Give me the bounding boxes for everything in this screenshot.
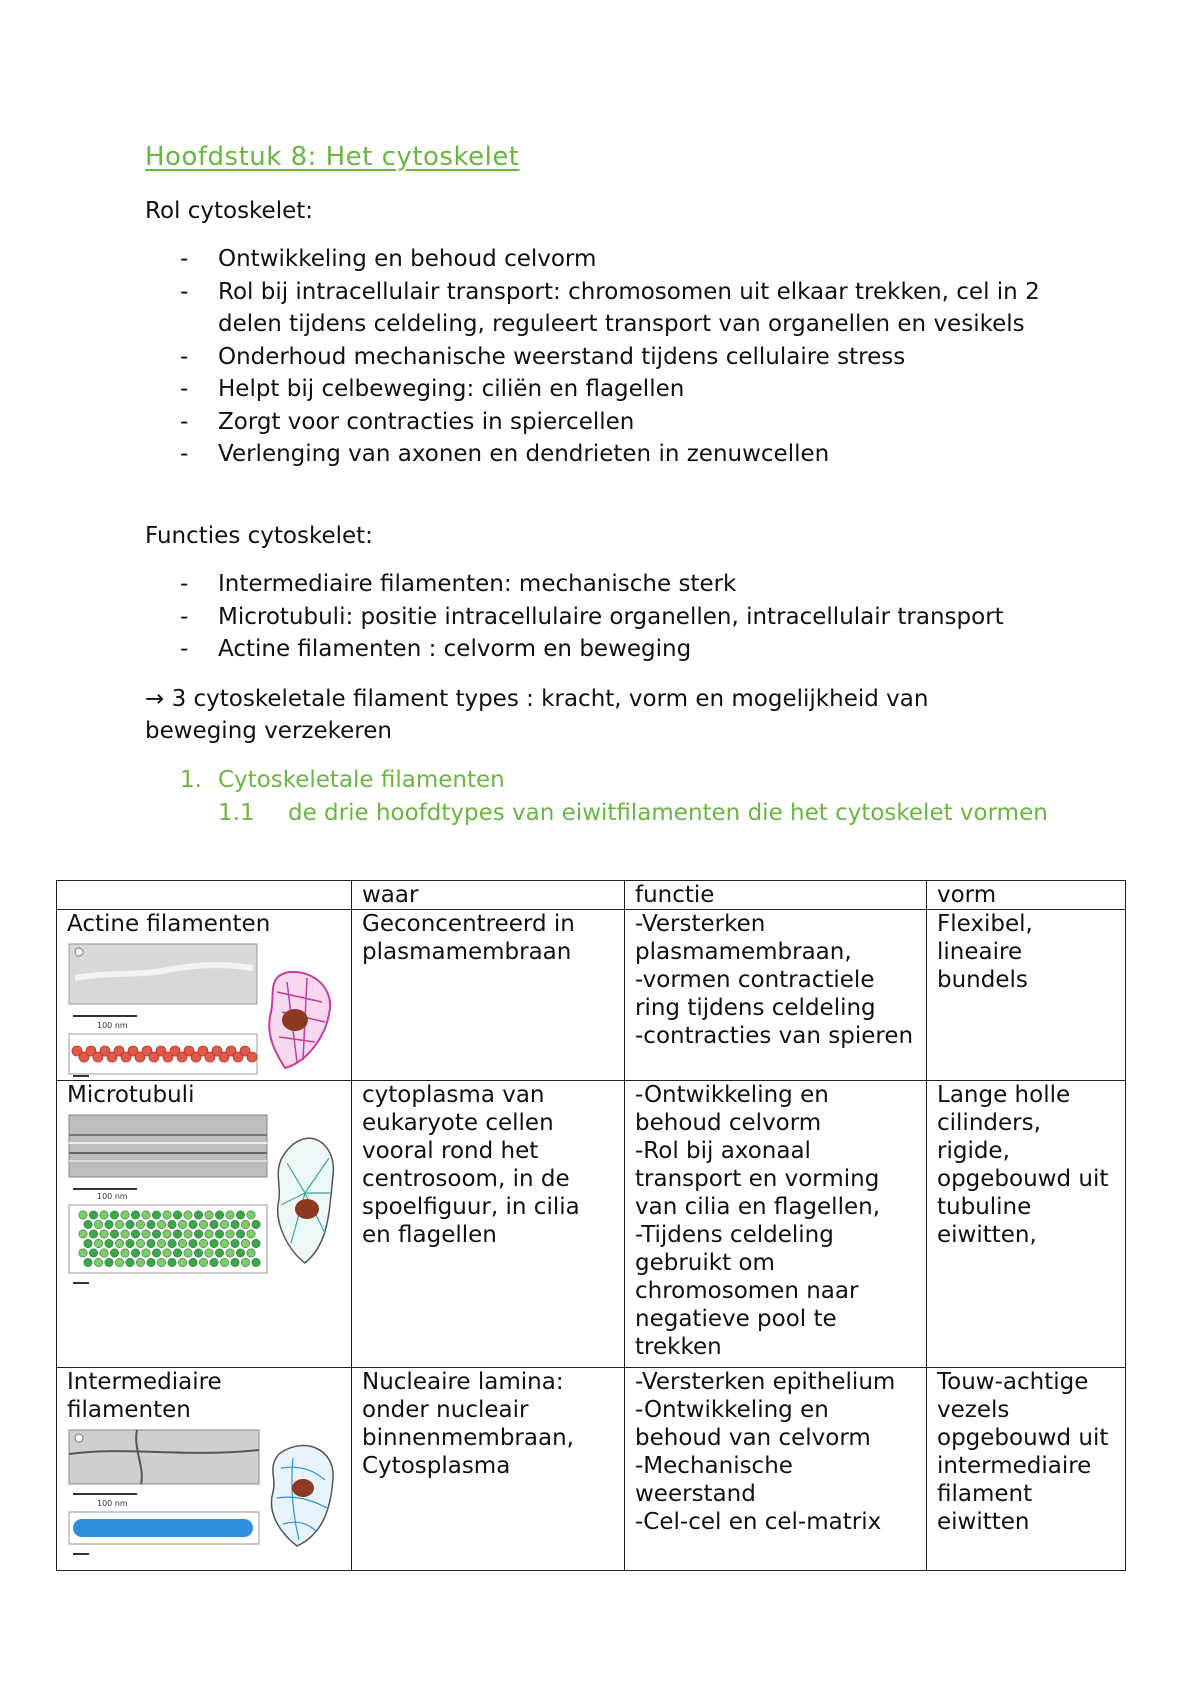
tubulin-subunit: [215, 1211, 223, 1219]
row-waar-cell: Geconcentreerd in plasmamembraan: [352, 910, 625, 1081]
tubulin-subunit: [131, 1249, 139, 1257]
tubulin-subunit: [84, 1239, 92, 1247]
tubulin-subunit: [189, 1220, 197, 1228]
tubulin-subunit: [157, 1220, 165, 1228]
actin-bead: [247, 1052, 257, 1062]
tubulin-subunit: [131, 1211, 139, 1219]
tubulin-subunit: [142, 1211, 150, 1219]
tubulin-subunit: [163, 1230, 171, 1238]
row-name: Intermediaire filamenten: [67, 1369, 222, 1423]
tubulin-subunit: [115, 1258, 123, 1266]
tubulin-subunit: [205, 1249, 213, 1257]
tubulin-subunit: [205, 1211, 213, 1219]
table-row: [57, 1368, 1126, 1571]
tubulin-subunit: [252, 1239, 260, 1247]
tubulin-subunit: [220, 1220, 228, 1228]
tubulin-subunit: [100, 1211, 108, 1219]
scale-label-top: 100 nm: [97, 1499, 128, 1508]
tubulin-subunit: [121, 1211, 129, 1219]
tubulin-subunit: [215, 1249, 223, 1257]
list-item: - Verlenging van axonen en dendrieten in zenuwcellen: [180, 441, 830, 467]
tubulin-subunit: [89, 1211, 97, 1219]
tubulin-subunit: [89, 1230, 97, 1238]
rol-list: [180, 243, 1080, 471]
tubulin-subunit: [136, 1239, 144, 1247]
tubulin-subunit: [94, 1239, 102, 1247]
row-waar-cell: cytoplasma van eukaryote cellen vooral rond het centrosoom, in de spoelfiguur, in cilia en flagellen: [352, 1081, 625, 1368]
row-name-cell: [57, 1368, 352, 1571]
tubulin-subunit: [241, 1239, 249, 1247]
tubulin-subunit: [163, 1211, 171, 1219]
tubulin-subunit: [79, 1211, 87, 1219]
tubulin-subunit: [173, 1249, 181, 1257]
tubulin-subunit: [178, 1258, 186, 1266]
row-name-cell: [57, 910, 352, 1081]
tubulin-subunit: [105, 1220, 113, 1228]
tubulin-subunit: [110, 1230, 118, 1238]
table-header-row: [57, 881, 1126, 910]
tubulin-subunit: [105, 1239, 113, 1247]
page-title: Hoofdstuk 8: Het cytoskelet: [145, 142, 520, 172]
tubulin-subunit: [157, 1239, 165, 1247]
section-1-heading: Cytoskeletale filamenten: [218, 767, 505, 793]
scale-label-top: 100 nm: [97, 1192, 128, 1201]
tubulin-subunit: [142, 1230, 150, 1238]
section-1-1-number: 1.1: [218, 800, 255, 826]
tubulin-subunit: [157, 1258, 165, 1266]
list-item: - Actine filamenten : celvorm en beweging: [180, 636, 692, 662]
tubulin-subunit: [163, 1249, 171, 1257]
tubulin-subunit: [194, 1249, 202, 1257]
tubulin-subunit: [126, 1258, 134, 1266]
row-name: Microtubuli: [67, 1082, 195, 1108]
tubulin-subunit: [247, 1249, 255, 1257]
microtubule-figure: [67, 1113, 337, 1288]
tubulin-subunit: [226, 1211, 234, 1219]
tubulin-subunit: [178, 1220, 186, 1228]
tubulin-subunit: [210, 1258, 218, 1266]
row-waar-cell: Nucleaire lamina: onder nucleair binnenmembraan, Cytosplasma: [352, 1368, 625, 1571]
table-row: [57, 1081, 1126, 1368]
tubulin-subunit: [89, 1249, 97, 1257]
tubulin-subunit: [226, 1249, 234, 1257]
functies-list: [180, 568, 1080, 666]
tubulin-subunit: [94, 1220, 102, 1228]
tubulin-subunit: [220, 1258, 228, 1266]
table-header-cell: vorm: [927, 881, 1126, 910]
table-header-cell: functie: [625, 881, 927, 910]
tubulin-subunit: [247, 1230, 255, 1238]
row-vorm-cell: Touw-achtige vezels opgebouwd uit intermediaire filament eiwitten: [927, 1368, 1126, 1571]
row-vorm-cell: Flexibel, lineaire bundels: [927, 910, 1126, 1081]
rol-heading: Rol cytoskelet:: [145, 198, 314, 224]
row-name-cell: [57, 1081, 352, 1368]
table-header-cell: waar: [352, 881, 625, 910]
tubulin-subunit: [126, 1220, 134, 1228]
tubulin-subunit: [84, 1220, 92, 1228]
tubulin-subunit: [215, 1230, 223, 1238]
tubulin-subunit: [121, 1249, 129, 1257]
tubulin-subunit: [173, 1230, 181, 1238]
tubulin-subunit: [79, 1230, 87, 1238]
functies-heading: Functies cytoskelet:: [145, 523, 373, 549]
tubulin-subunit: [194, 1230, 202, 1238]
tubulin-subunit: [252, 1220, 260, 1228]
tubulin-subunit: [168, 1239, 176, 1247]
tubulin-subunit: [231, 1220, 239, 1228]
tubulin-subunit: [136, 1258, 144, 1266]
tubulin-subunit: [168, 1258, 176, 1266]
tubulin-subunit: [110, 1211, 118, 1219]
section-1-number: 1.: [180, 767, 202, 793]
tubulin-subunit: [231, 1258, 239, 1266]
tubulin-subunit: [199, 1258, 207, 1266]
arrow-note: → 3 cytoskeletale filament types : kracht, vorm en mogelijkheid van beweging verzekeren: [145, 686, 929, 744]
tubulin-subunit: [147, 1258, 155, 1266]
tubulin-subunit: [168, 1220, 176, 1228]
tubulin-subunit: [115, 1239, 123, 1247]
tubulin-subunit: [210, 1239, 218, 1247]
tubulin-subunit: [121, 1230, 129, 1238]
tubulin-subunit: [236, 1230, 244, 1238]
actin-filament-figure: [67, 942, 337, 1077]
tubulin-subunit: [247, 1211, 255, 1219]
tubulin-subunit: [231, 1239, 239, 1247]
tubulin-subunit: [184, 1249, 192, 1257]
tubulin-subunit: [199, 1239, 207, 1247]
tubulin-subunit: [199, 1220, 207, 1228]
tubulin-subunit: [100, 1230, 108, 1238]
tubulin-subunit: [152, 1211, 160, 1219]
tubulin-subunit: [136, 1220, 144, 1228]
tubulin-subunit: [100, 1249, 108, 1257]
tubulin-subunit: [110, 1249, 118, 1257]
list-item: - Rol bij intracellulair transport: chromosomen uit elkaar trekken, cel in 2 delen tijdens celdeling, reguleert transport van organellen en vesikels: [180, 278, 1040, 337]
table-header-cell: [57, 881, 352, 910]
row-functie-cell: -Ontwikkeling en behoud celvorm -Rol bij axonaal transport en vorming van cilia en flagellen, -Tijdens celdeling gebruikt om chromosomen naar negatieve pool te trekken: [625, 1081, 927, 1368]
list-item: - Zorgt voor contracties in spiercellen: [180, 408, 635, 435]
tubulin-subunit: [194, 1211, 202, 1219]
tubulin-subunit: [147, 1239, 155, 1247]
tubulin-subunit: [220, 1239, 228, 1247]
table-row: [57, 910, 1126, 1081]
row-vorm-cell: Lange holle cilinders, rigide, opgebouwd uit tubuline eiwitten,: [927, 1081, 1126, 1368]
tubulin-subunit: [236, 1211, 244, 1219]
filament-table: [56, 880, 1126, 1571]
tubulin-subunit: [241, 1220, 249, 1228]
tubulin-subunit: [147, 1220, 155, 1228]
tubulin-subunit: [205, 1230, 213, 1238]
scale-label-top: 100 nm: [97, 1021, 128, 1030]
list-item: - Ontwikkeling en behoud celvorm: [180, 246, 597, 272]
tubulin-subunit: [226, 1230, 234, 1238]
tubulin-subunit: [152, 1249, 160, 1257]
tubulin-subunit: [79, 1249, 87, 1257]
tubulin-subunit: [189, 1258, 197, 1266]
tubulin-subunit: [94, 1258, 102, 1266]
tubulin-subunit: [105, 1258, 113, 1266]
list-item: - Microtubuli: positie intracellulaire organellen, intracellulair transport: [180, 603, 1004, 630]
row-functie-cell: -Versterken plasmamembraan, -vormen contractiele ring tijdens celdeling -contracties van spieren: [625, 910, 927, 1081]
tubulin-subunit: [115, 1220, 123, 1228]
intermediate-filament-figure: [67, 1428, 337, 1563]
tubulin-subunit: [236, 1249, 244, 1257]
tubulin-subunit: [142, 1249, 150, 1257]
tubulin-subunit: [126, 1239, 134, 1247]
row-functie-cell: -Versterken epithelium -Ontwikkeling en behoud van celvorm -Mechanische weerstand -Cel-cel en cel-matrix: [625, 1368, 927, 1571]
tubulin-subunit: [173, 1211, 181, 1219]
tubulin-subunit: [84, 1258, 92, 1266]
list-item: - Intermediaire filamenten: mechanische sterk: [180, 571, 737, 597]
tubulin-subunit: [184, 1211, 192, 1219]
tubulin-subunit: [184, 1230, 192, 1238]
tubulin-subunit: [178, 1239, 186, 1247]
row-name: Actine filamenten: [67, 911, 271, 937]
tubulin-subunit: [210, 1220, 218, 1228]
list-item: - Helpt bij celbeweging: ciliën en flagellen: [180, 376, 685, 402]
tubulin-subunit: [189, 1239, 197, 1247]
section-1-1-heading: de drie hoofdtypes van eiwitfilamenten die het cytoskelet vormen: [288, 800, 1048, 826]
tubulin-subunit: [152, 1230, 160, 1238]
tubulin-subunit: [241, 1258, 249, 1266]
tubulin-subunit: [252, 1258, 260, 1266]
list-item: - Onderhoud mechanische weerstand tijdens cellulaire stress: [180, 343, 906, 370]
tubulin-subunit: [131, 1230, 139, 1238]
